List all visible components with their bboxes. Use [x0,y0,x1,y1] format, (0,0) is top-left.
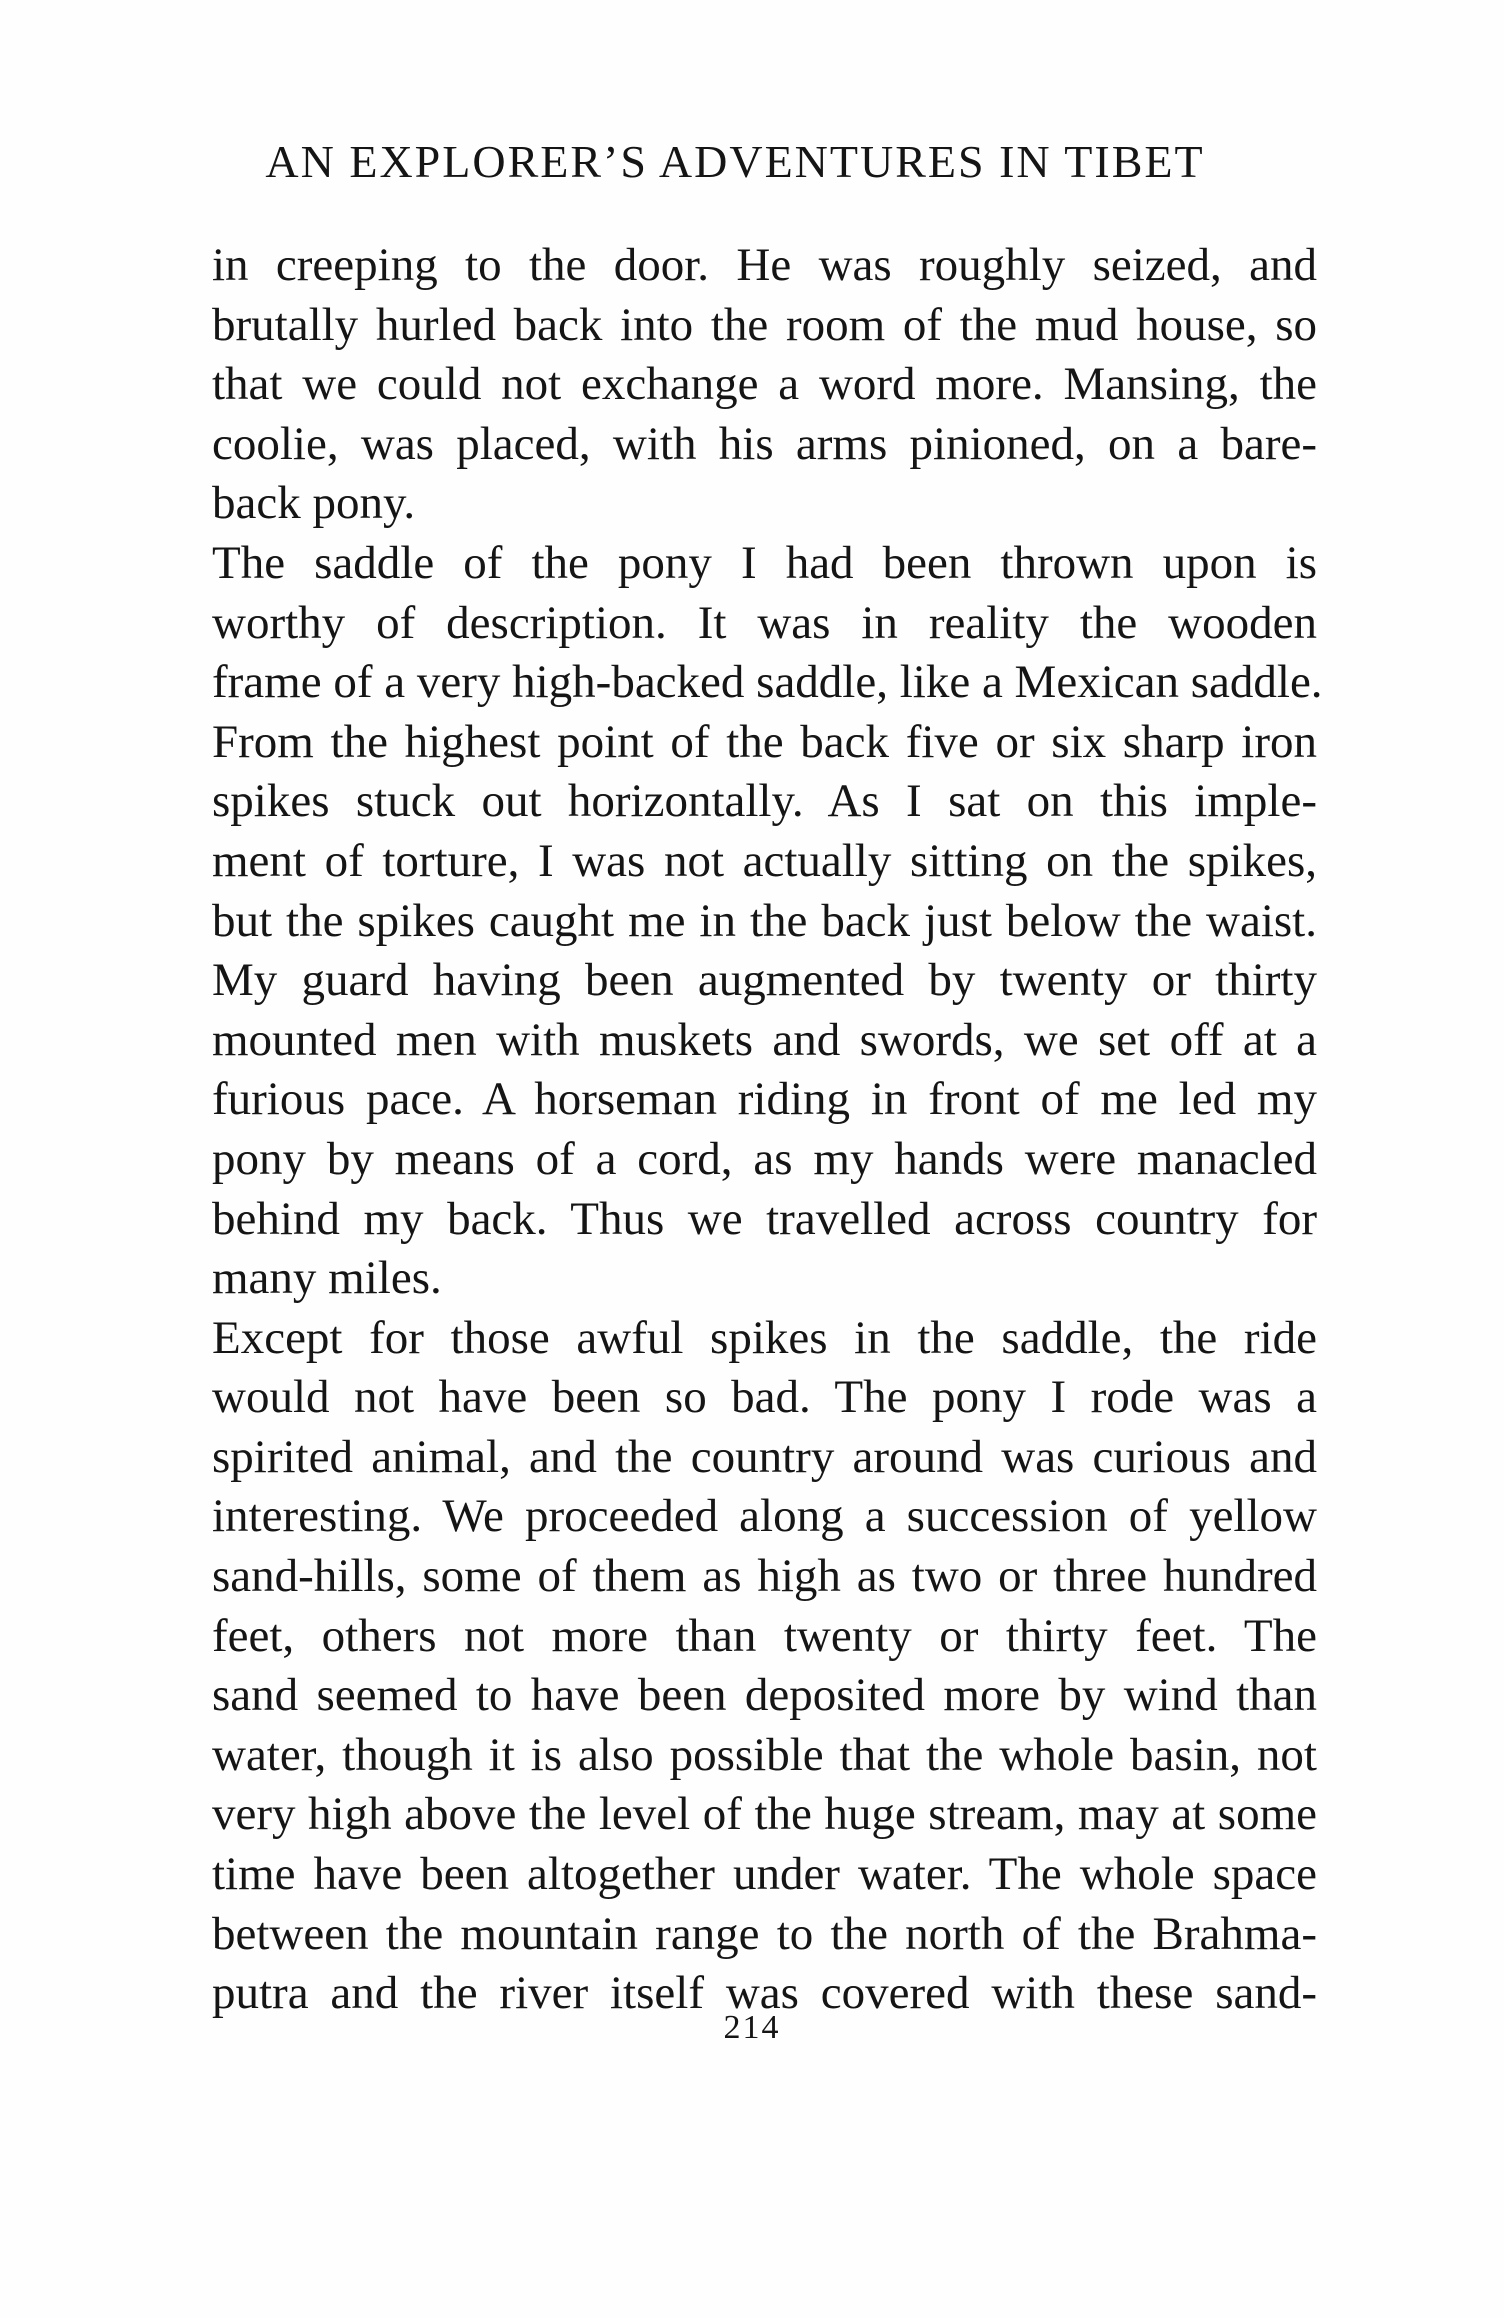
text-line: behind my back. Thus we travelled across country for [212,1192,1317,1245]
text-line: that we could not exchange a word more. Mansing, the [212,358,1317,411]
text-line: very high above the level of the huge stream, may at some [212,1788,1317,1841]
text-line: would not have been so bad. The pony I rode was a [212,1371,1317,1424]
text-line: Except for those awful spikes in the saddle, the ride [212,1311,1317,1364]
text-line: water, though it is also possible that the whole basin, not [212,1728,1317,1781]
text-line: pony by means of a cord, as my hands were manacled [212,1132,1317,1185]
text-line: but the spikes caught me in the back just below the waist. [212,894,1317,947]
text-line: furious pace. A horseman riding in front of me led my [212,1073,1317,1126]
text-line: brutally hurled back into the room of the mud house, so [212,298,1317,351]
text-line: worthy of description. It was in reality the wooden [212,596,1317,649]
text-line: putra and the river itself was covered with these sand- [212,1967,1317,2020]
text-line: sand-hills, some of them as high as two or three hundred [212,1550,1317,1603]
text-line: mounted men with muskets and swords, we set off at a [212,1013,1317,1066]
text-line: spirited animal, and the country around was curious and [212,1430,1317,1483]
text-line: From the highest point of the back five or six sharp iron [212,715,1317,768]
text-line: coolie, was placed, with his arms pinioned, on a bare- [212,417,1317,470]
running-head-title: AN EXPLORER’S ADVENTURES IN TIBET [265,136,1205,187]
text-line: between the mountain range to the north of the Brahma- [212,1907,1317,1960]
page-number: 214 [723,2009,781,2046]
text-line: in creeping to the door. He was roughly seized, and [212,239,1317,291]
text-line: ment of torture, I was not actually sitting on the spikes, [212,834,1317,887]
text-line: frame of a very high-backed saddle, like a Mexican saddle. [212,656,1323,709]
text-line: feet, others not more than twenty or thirty feet. The [212,1609,1317,1662]
text-line: My guard having been augmented by twenty or thirty [212,954,1317,1007]
text-line: back pony. [212,477,416,530]
text-line: time have been altogether under water. The whole space [212,1848,1317,1901]
text-line: The saddle of the pony I had been thrown upon is [212,536,1317,589]
text-line: sand seemed to have been deposited more by wind than [212,1669,1317,1722]
body-text [212,236,1323,2024]
text-line: spikes stuck out horizontally. As I sat on this imple- [212,775,1317,828]
text-line: interesting. We proceeded along a succession of yellow [212,1490,1317,1543]
text-line: many miles. [212,1252,442,1305]
